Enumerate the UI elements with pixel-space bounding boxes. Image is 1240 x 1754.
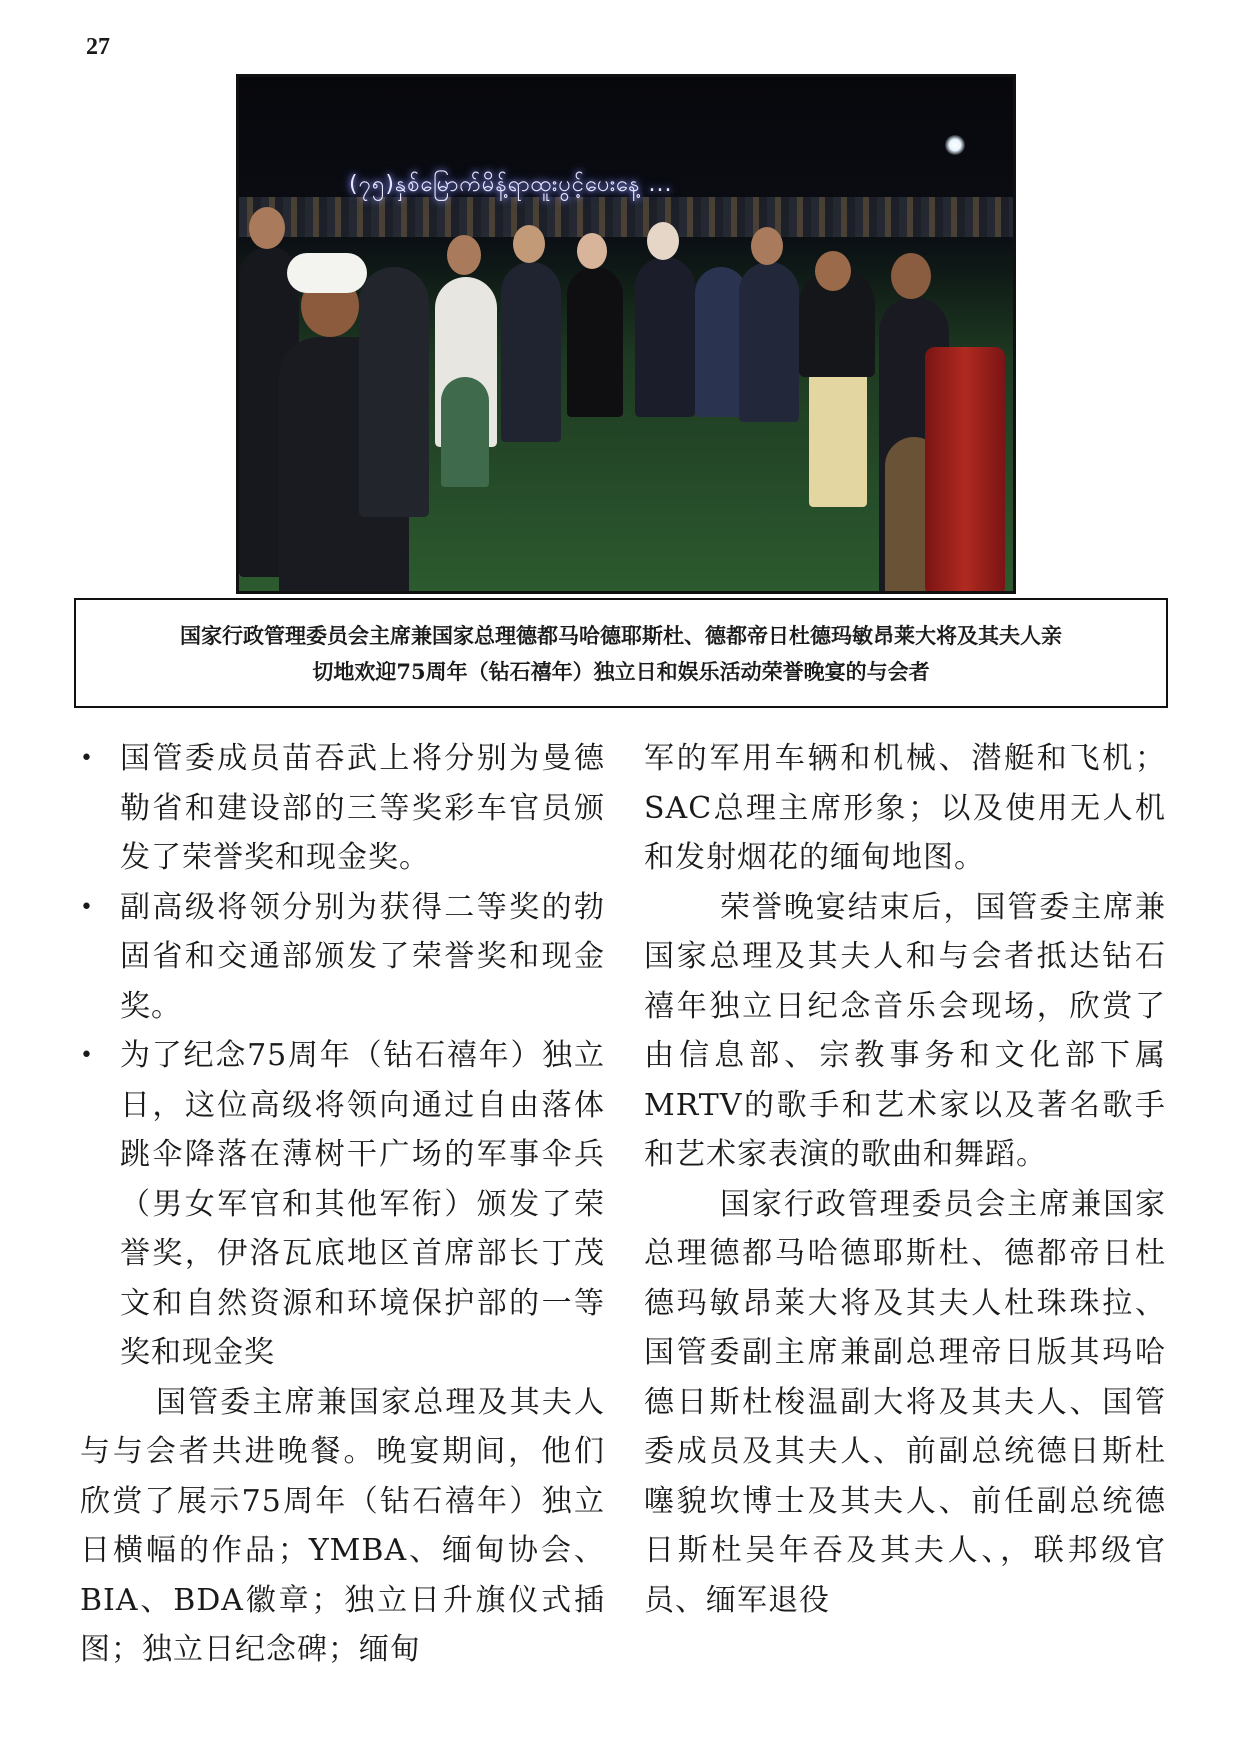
person-head [891, 253, 931, 299]
person-figure [567, 267, 623, 417]
person-head [249, 207, 285, 249]
photo-caption [74, 598, 1168, 708]
caption-line-1: 国家行政管理委员会主席兼国家总理德都马哈德耶斯杜、德都帝日杜德玛敏昂莱大将及其夫人亲 [180, 623, 1062, 648]
person-figure [501, 262, 561, 442]
paragraph-continuation: 军的军用车辆和机械、潜艇和飞机；SAC总理主席形象；以及使用无人机和发射烟花的缅甸地图。 [644, 741, 1166, 875]
person-figure [739, 262, 799, 422]
person-head [815, 251, 851, 291]
caption-line-2: 切地欢迎75周年（钻石禧年）独立日和娱乐活动荣誉晚宴的与会者 [312, 659, 930, 684]
bullet-item: • 国管委成员苗吞武上将分别为曼德勒省和建设部的三等奖彩车官员颁发了荣誉奖和现金奖。 [80, 734, 605, 883]
person-figure [635, 257, 695, 417]
page-number: 27 [86, 34, 110, 60]
floodlight [945, 135, 965, 155]
event-photo [236, 74, 1016, 594]
person-head [647, 222, 679, 260]
right-column [644, 734, 1166, 1625]
paragraph: 国管委主席兼国家总理及其夫人与与会者共进晚餐。晚宴期间，他们欣赏了展示75周年（钻石禧年）独立日横幅的作品；YMBA、缅甸协会、BIA、BDA徽章；独立日升旗仪式插图；独立日纪念碑；缅甸 [80, 1384, 605, 1667]
person-head [447, 235, 481, 275]
red-table [925, 347, 1005, 594]
paragraph: 国家行政管理委员会主席兼国家总理德都马哈德耶斯杜、德都帝日杜德玛敏昂莱大将及其夫人杜珠珠拉、国管委副主席兼副总理帝日版其玛哈德日斯杜梭温副大将及其夫人、国管委成员及其夫人、前副总统德日斯杜噻貌坎博士及其夫人、前任副总统德日斯杜吴年吞及其夫人、，联邦级官员、缅军退役 [644, 1186, 1166, 1618]
bullet-item: • 副高级将领分别为获得二等奖的勃固省和交通部颁发了荣誉奖和现金奖。 [80, 883, 605, 1032]
headwear [287, 253, 367, 293]
person-figure [359, 267, 429, 517]
bullet-item: • 为了纪念75周年（钻石禧年）独立日，这位高级将领向通过自由落体跳伞降落在薄树干广场的军事伞兵（男女军官和其他军衔）颁发了荣誉奖，伊洛瓦底地区首席部长丁茂文和自然资源和环境保护部的一等奖和现金奖 [80, 1031, 605, 1378]
background-crowd [239, 197, 1013, 237]
person-head [513, 225, 545, 263]
paragraph: 荣誉晚宴结束后，国管委主席兼国家总理及其夫人和与会者抵达钻石禧年独立日纪念音乐会现场，欣赏了由信息部、宗教事务和文化部下属MRTV的歌手和艺术家以及著名歌手和艺术家表演的歌曲和舞蹈。 [644, 889, 1166, 1172]
person-figure [441, 377, 489, 487]
person-head [751, 227, 783, 265]
person-head [577, 233, 607, 269]
illuminated-sign: (၇၅)နှစ်မြောက်မိန့်ရာထူးပွင့်ပေးနေ့ ... [349, 172, 673, 197]
left-column [80, 734, 605, 1675]
